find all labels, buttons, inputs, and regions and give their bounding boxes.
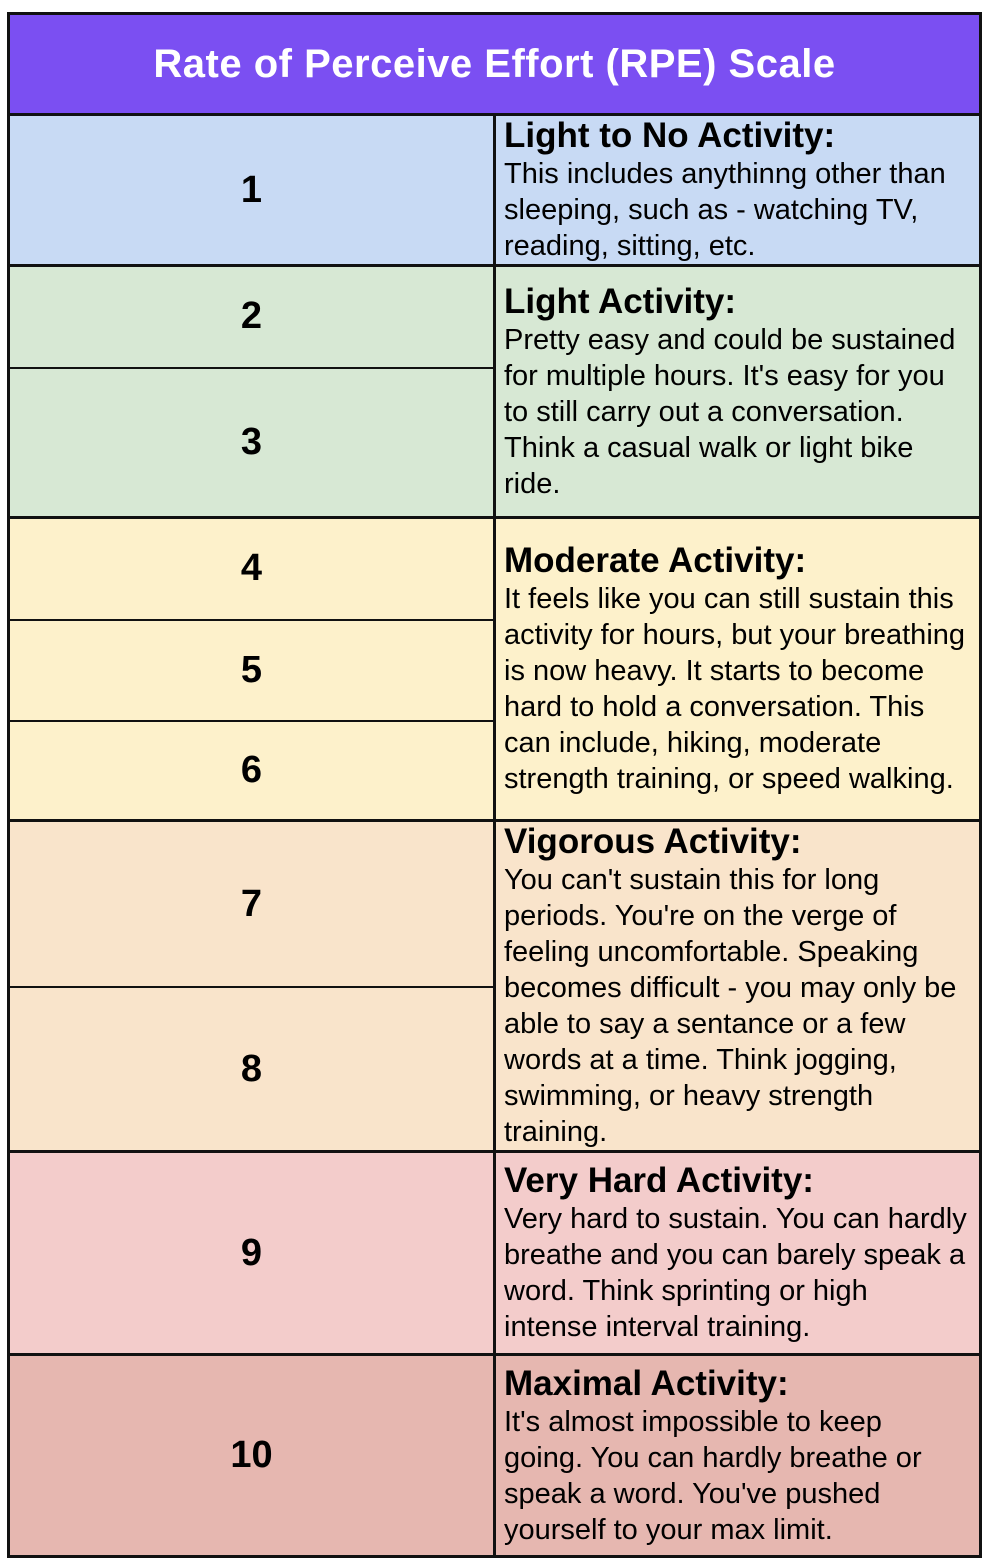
activity-description xyxy=(495,1152,981,1355)
level-number: 10 xyxy=(9,1355,495,1557)
activity-title: Light to No Activity: xyxy=(504,116,836,155)
scale-row-level-9 xyxy=(9,1152,981,1355)
level-number: 4 xyxy=(9,518,495,620)
level-number: 6 xyxy=(9,721,495,821)
level-number: 7 xyxy=(9,821,495,988)
scale-row-level-4 xyxy=(9,518,981,620)
activity-title: Very Hard Activity: xyxy=(504,1161,814,1200)
activity-description xyxy=(495,115,981,266)
level-number: 1 xyxy=(9,115,495,266)
activity-text: It's almost impossible to keep going. You can hardly breathe or speak a word. You've pushed yourself to your max limit. xyxy=(504,1405,922,1546)
scale-row-level-1 xyxy=(9,115,981,266)
level-number: 8 xyxy=(9,987,495,1151)
activity-text: This includes anythinng other than sleeping, such as - watching TV, reading, sitting, etc. xyxy=(504,158,946,262)
activity-text: Very hard to sustain. You can hardly breathe and you can barely speak a word. Think sprinting or high intense interval training. xyxy=(504,1203,967,1343)
level-number: 5 xyxy=(9,620,495,721)
scale-row-level-10 xyxy=(9,1355,981,1557)
scale-title: Rate of Perceive Effort (RPE) Scale xyxy=(9,14,981,115)
activity-title: Light Activity: xyxy=(504,281,737,321)
activity-description xyxy=(495,821,981,1152)
activity-title: Moderate Activity: xyxy=(504,541,807,580)
activity-title: Vigorous Activity: xyxy=(504,822,802,861)
header-row xyxy=(9,14,981,115)
rpe-scale-table xyxy=(7,12,982,1558)
scale-body xyxy=(9,115,981,1557)
level-number: 9 xyxy=(9,1152,495,1355)
activity-text: Pretty easy and could be sustained for multiple hours. It's easy for you to still carry out a conversation. Think a casual walk or light bike ride. xyxy=(504,323,956,500)
level-number: 2 xyxy=(9,266,495,368)
scale-row-level-2 xyxy=(9,266,981,368)
activity-text: You can't sustain this for long periods. You're on the verge of feeling uncomfortable. Speaking becomes difficult - you may only be able to say a sentance or a few words at a time. Think jogging, swimming, or heavy strength training. xyxy=(504,864,957,1148)
activity-text: It feels like you can still sustain this activity for hours, but your breathing is now heavy. It starts to become hard to hold a conversation. This can include, hiking, moderate strength training, or speed walking. xyxy=(504,583,966,795)
activity-description xyxy=(495,1355,981,1557)
scale-row-level-7 xyxy=(9,821,981,988)
activity-description xyxy=(495,266,981,518)
level-number: 3 xyxy=(9,368,495,518)
activity-title: Maximal Activity: xyxy=(504,1363,789,1403)
activity-description xyxy=(495,518,981,821)
